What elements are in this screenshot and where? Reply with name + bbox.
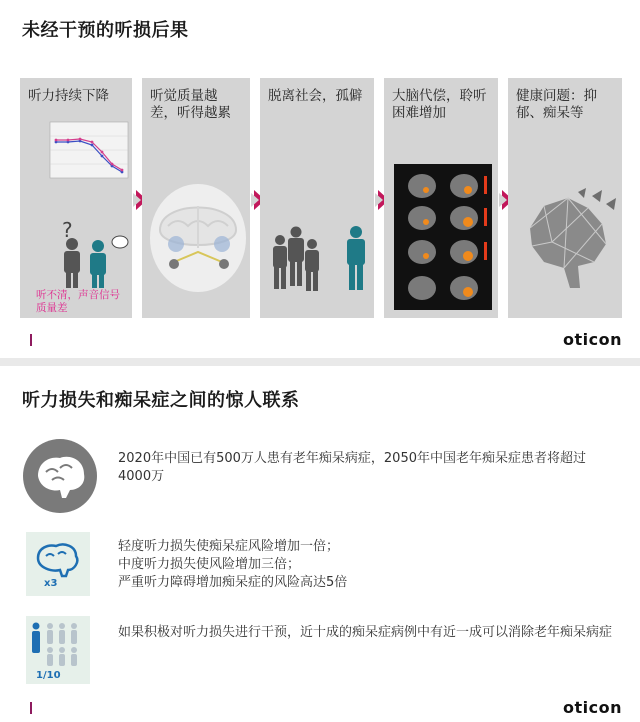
slide-consequences: [0, 0, 640, 358]
panel-hearing-decline: [20, 78, 132, 318]
x3-label: x3: [44, 578, 58, 589]
divider-mark: [30, 702, 32, 714]
slide-separator: [0, 358, 640, 366]
panel-label: 大脑代偿，聆听困难增加: [392, 88, 487, 121]
fact-risk-levels: [118, 538, 347, 592]
panel-label: 健康问题：抑郁、痴呆等: [516, 88, 597, 121]
risk-line-severe: 严重听力障碍增加痴呆症的风险高达5倍: [118, 575, 348, 590]
highlight-text: 听不清，声音信号质量差: [36, 289, 120, 314]
panel-label: 听觉质量越差，听得越累: [150, 88, 231, 121]
panel-label: 脱离社会，孤僻: [268, 88, 363, 104]
panel-hearing-quality: [142, 78, 250, 318]
slide2-title: 听力损失和痴呆症之间的惊人联系: [22, 390, 300, 411]
group-people-icon: [268, 224, 374, 294]
brain-circle-icon: [22, 438, 98, 514]
hearing-chart-icon: [40, 120, 132, 190]
divider-mark: [30, 334, 32, 346]
oticon-logo: oticon: [563, 330, 622, 349]
panel-brain-compensation: [384, 78, 498, 318]
panel-label: 听力持续下降: [28, 88, 109, 104]
consequence-steps: [20, 78, 622, 318]
one-tenth-label: 1/10: [36, 670, 61, 681]
brain-x3-icon: [26, 532, 90, 596]
fact-intervention: 如果积极对听力损失进行干预，近十成的痴呆症病例中有近一成可以消除老年痴呆病症: [118, 625, 613, 640]
brain-hearing-icon: [146, 178, 250, 298]
brain-scan-icon: [394, 164, 492, 310]
oticon-logo: oticon: [563, 698, 622, 717]
panel-health-problems: [508, 78, 622, 318]
slide1-title: 未经干预的听损后果: [22, 20, 189, 41]
panel-social-isolation: [260, 78, 374, 318]
question-mark: ?: [62, 218, 73, 242]
fact-dementia-stats: 2020年中国已有500万人患有老年痴呆病症，2050年中国老年痴呆症患者将超过4000万: [118, 451, 586, 484]
risk-line-mild: 轻度听力损失使痴呆症风险增加一倍；: [118, 539, 340, 554]
polygon-brain-icon: [522, 188, 622, 298]
slide-dementia-link: [0, 366, 640, 722]
risk-line-moderate: 中度听力损失使风险增加三倍；: [118, 557, 301, 572]
